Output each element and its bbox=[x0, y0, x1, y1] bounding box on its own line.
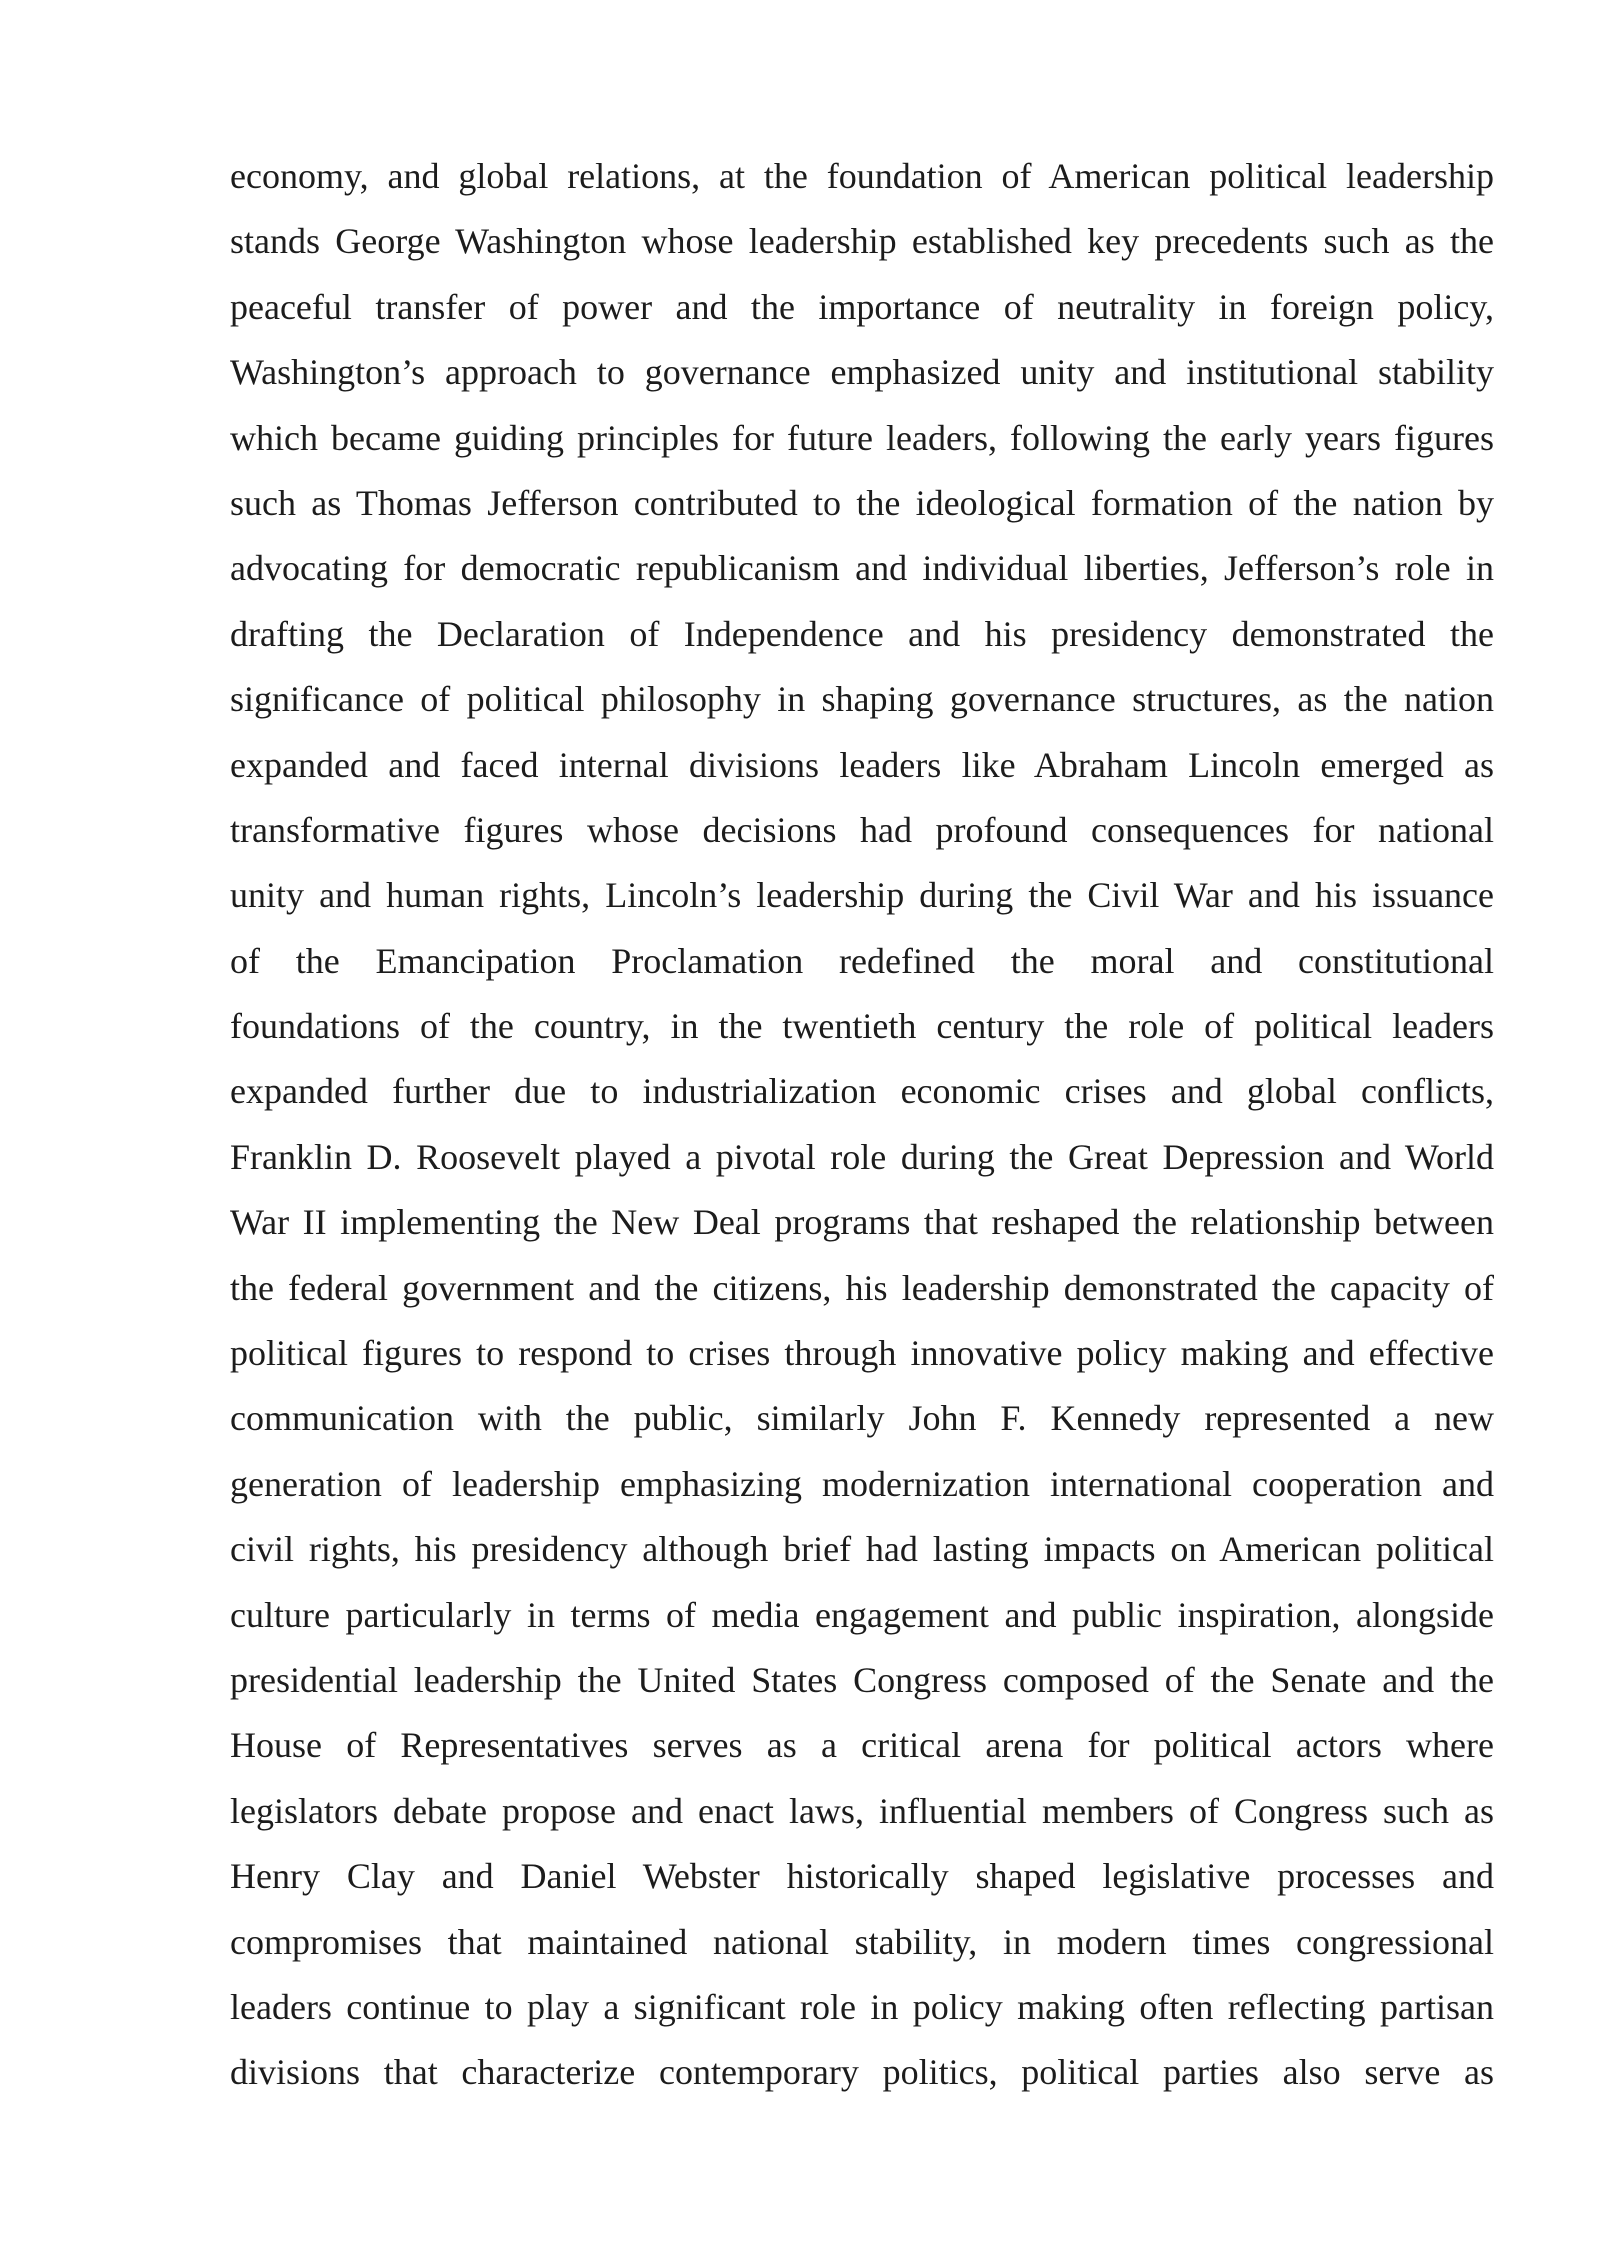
paragraph-line: legislators debate propose and enact laws, influential members of Congress such as bbox=[230, 1790, 1494, 1831]
body-paragraph bbox=[230, 150, 1494, 2112]
paragraph-line: Franklin D. Roosevelt played a pivotal role during the Great Depression and World bbox=[230, 1136, 1494, 1177]
paragraph-line: culture particularly in terms of media engagement and public inspiration, alongside bbox=[230, 1594, 1494, 1635]
paragraph-line: transformative figures whose decisions had profound consequences for national bbox=[230, 809, 1494, 850]
paragraph-line: civil rights, his presidency although brief had lasting impacts on American political bbox=[230, 1529, 1494, 1570]
paragraph-line: peaceful transfer of power and the importance of neutrality in foreign policy, bbox=[230, 286, 1494, 327]
paragraph-line: of the Emancipation Proclamation redefined the moral and constitutional bbox=[230, 940, 1494, 981]
paragraph-line: which became guiding principles for future leaders, following the early years figures bbox=[230, 417, 1494, 458]
paragraph-line: drafting the Declaration of Independence and his presidency demonstrated the bbox=[230, 613, 1494, 654]
paragraph-line: leaders continue to play a significant role in policy making often reflecting partisan bbox=[230, 1986, 1494, 2027]
paragraph-line: the federal government and the citizens, his leadership demonstrated the capacity of bbox=[230, 1267, 1494, 1308]
paragraph-line: compromises that maintained national stability, in modern times congressional bbox=[230, 1921, 1494, 1962]
paragraph-line: stands George Washington whose leadership established key precedents such as the bbox=[230, 221, 1494, 262]
paragraph-line: expanded further due to industrialization economic crises and global conflicts, bbox=[230, 1071, 1494, 1112]
paragraph-line: communication with the public, similarly John F. Kennedy represented a new bbox=[230, 1398, 1494, 1439]
paragraph-line: unity and human rights, Lincoln’s leadership during the Civil War and his issuance bbox=[230, 875, 1494, 916]
paragraph-line: Washington’s approach to governance emphasized unity and institutional stability bbox=[230, 352, 1494, 393]
paragraph-line: presidential leadership the United States Congress composed of the Senate and the bbox=[230, 1659, 1494, 1700]
paragraph-line: political figures to respond to crises through innovative policy making and effective bbox=[230, 1333, 1494, 1374]
paragraph-line: divisions that characterize contemporary politics, political parties also serve as bbox=[230, 2052, 1494, 2093]
paragraph-line: economy, and global relations, at the foundation of American political leadership bbox=[230, 156, 1494, 196]
paragraph-line: advocating for democratic republicanism and individual liberties, Jefferson’s role in bbox=[230, 548, 1494, 589]
paragraph-line: House of Representatives serves as a critical arena for political actors where bbox=[230, 1725, 1494, 1766]
paragraph-line: Henry Clay and Daniel Webster historically shaped legislative processes and bbox=[230, 1856, 1494, 1897]
paragraph-line: War II implementing the New Deal programs that reshaped the relationship between bbox=[230, 1202, 1494, 1243]
paragraph-line: expanded and faced internal divisions leaders like Abraham Lincoln emerged as bbox=[230, 744, 1494, 785]
paragraph-line: foundations of the country, in the twentieth century the role of political leaders bbox=[230, 1006, 1494, 1047]
paragraph-line: generation of leadership emphasizing modernization international cooperation and bbox=[230, 1463, 1494, 1504]
paragraph-line: significance of political philosophy in shaping governance structures, as the nation bbox=[230, 679, 1494, 720]
paragraph-line: such as Thomas Jefferson contributed to the ideological formation of the nation by bbox=[230, 482, 1494, 523]
